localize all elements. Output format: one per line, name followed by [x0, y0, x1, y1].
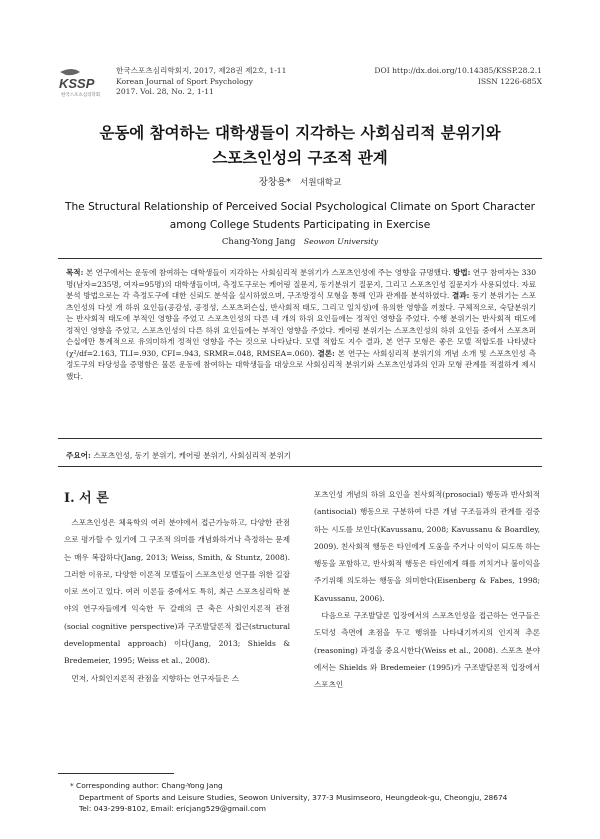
footnote: [70, 780, 507, 815]
author-ko: [0, 174, 600, 188]
author-en: [0, 237, 600, 247]
keywords-bottom-rule: [58, 466, 542, 467]
logo-subtext: 한국스포츠심리학회: [61, 93, 100, 98]
abstract-conclusion-label: 결론:: [317, 348, 335, 358]
abstract-method: 연구 참여자는 330명(남자=235명, 여자=95명)의 대학생들이며, 측정도구로는 케어링 질문지, 동기분위기 질문지, 그리고 스포츠인성 질문지가 사용되었다. 자료 분석 방법으로는 각 측정도구에 대한 신뢰도 분석을 실시하였으며, 구조방정식 모형을 통해 인과 관계를 분석하였다.: [66, 268, 536, 300]
paper-title-en: [60, 198, 540, 234]
journal-logo: [58, 66, 100, 100]
keywords: [66, 450, 536, 461]
keywords-top-rule: [58, 438, 542, 439]
paragraph: 포츠인성 개념의 하위 요인을 친사회적(prosocial) 행동과 반사회적(antisocial) 행동으로 구분하여 다른 개념 구조들과의 관계를 검증하는 시도를 보인다(Kavussanu, 2008; Kavussanu & Boardley, 2009). 친사회적 행동은 타인에게 도움을 주거나 이익이 되도록 하는 행동을 포함하고, 반사회적 행동은 타인에게 해를 끼치거나 불이익을 주기위해 의도하는 행동을 의미한다(Eisenberg & Fabes, 1998; Kavussanu, 2006).: [314, 490, 540, 603]
issn: ISSN 1226-685X: [477, 76, 542, 86]
abstract-result: 동기 분위기는 스포츠인성의 다섯 개 하위 요인들(공감성, 공정성, 스포츠퍼슨십, 반사회적 태도, 그리고 일치성)에 유의한 영향을 끼쳤다. 구체적으로, 숙달분위기는 반사회적 태도에 부적인 영향을 주었고 스포츠인성의 다른 네 개의 하위 요인들에는 정적인 영향을 주었다. 수행 분위기는 반사회적 태도에 정적인 영향을 주었고, 스포츠인성의 다른 하위 요인들에는 부적인 영향을 주었다. 케어링 분위기는 스포츠인성의 하위 요인들 중에서 스포츠퍼슨십에만 통계적으로 유의미하게 정적인 영향을 주는 것으로 나타났다. 모델 적합도 지수 결과, 본 연구 모형은 좋은 모델 적합도를 나타냈다(χ²/df=2.163, TLI=.930, CFI=.943, SRMR=.048, RMSEA=.060).: [66, 291, 536, 358]
doi: DOI http://dx.doi.org/10.14385/KSSP.28.2.1: [374, 66, 542, 75]
journal-volume: 2017. Vol. 28, No. 2, 1-11: [116, 87, 214, 96]
paragraph: 스포츠인성은 체육학의 여러 분야에서 접근가능하고, 다양한 관점으로 평가할 수 있기에 그 구조적 의미를 개념화하거나 측정하는 문제는 매우 복잡하다(Jang, 2013; Weiss, Smith, & Stuntz, 2008). 그러한 이유로, 다양한 이론적 모델들이 스포츠인성 연구를 위한 길잡이로 쓰이고 있다. 여러 이론들 중에서도 특히, 최근 스포츠심리학 분야의 연구자들에게 익숙한 두 갈래의 큰 축은 사회인지론적 관점(social cognitive perspective)과 구조발달론적 접근(structural developmental approach) 이다(Jang, 2013; Shields & Bredemeier, 1995; Weiss et al., 2008).: [64, 518, 290, 666]
journal-name-en: Korean Journal of Sport Psychology: [116, 76, 253, 86]
affiliation-en: Seowon University: [303, 237, 379, 246]
paragraph: 먼저, 사회인지론적 관점을 지향하는 연구자들은 스: [71, 673, 240, 683]
keywords-list: 스포츠인성, 동기 분위기, 케어링 분위기, 사회심리적 분위기: [90, 451, 292, 460]
paper-title-ko: [0, 121, 600, 171]
abstract-result-label: 결과:: [452, 291, 470, 300]
affiliation-ko: 서원대학교: [299, 178, 342, 188]
author-name-ko: 장창용*: [258, 177, 291, 188]
author-name-en: Chang-Yong Jang: [221, 237, 296, 247]
title-en-line2: among College Students Participating in Exercise: [169, 219, 431, 231]
title-ko-line1: 운동에 참여하는 대학생들이 지각하는 사회심리적 분위기와: [99, 124, 501, 142]
title-ko-line2: 스포츠인성의 구조적 관계: [212, 149, 388, 167]
footnote-address: Department of Sports and Leisure Studies, Seowon University, 377-3 Musimseoro, Heungdeok-gu, Cheongju, 28674: [79, 792, 508, 802]
journal-header: [116, 66, 286, 98]
footnote-rule: [58, 773, 174, 774]
abstract-conclusion: 본 연구는 사회심리적 분위기의 개념 소개 및 스포츠인성 측정도구의 타당성을 증명함은 물론 운동에 참여하는 대학생들을 대상으로 사회심리적 분위기와 스포츠인성과의 인과 모형 관계를 적절하게 제시했다.: [66, 348, 537, 381]
body-column-left: [64, 514, 290, 687]
keywords-label: 주요어:: [66, 451, 91, 460]
abstract-top-rule: [58, 258, 542, 259]
abstract: [66, 267, 536, 382]
abstract-method-label: 방법:: [453, 268, 471, 277]
section-title-introduction: I. 서 론: [64, 491, 109, 506]
paragraph: 다음으로 구조발달론 입장에서의 스포츠인성을 접근하는 연구들은 도덕성 측면에 초점을 두고 행위를 나타내기까지의 인지적 추론(reasoning) 과정을 중요시한다(Weiss et al., 2008). 스포츠 분야에서는 Shields 와 Bredemeier (1995)가 구조발달론적 입장에서 스포츠인: [314, 611, 540, 690]
logo-text: KSSP: [59, 76, 95, 91]
title-en-line1: The Structural Relationship of Perceived Social Psychological Climate on Sport Character: [65, 201, 535, 213]
journal-name-ko: 한국스포츠심리학회지, 2017, 제28권 제2호, 1-11: [116, 66, 287, 75]
doi-block: [374, 66, 542, 87]
abstract-purpose: 본 연구에서는 운동에 참여하는 대학생들이 지각하는 사회심리적 분위기가 스포츠인성에 주는 영향을 규명했다.: [83, 268, 454, 277]
footnote-corresponding-author: * Corresponding author: Chang-Yong Jang: [70, 781, 223, 790]
abstract-purpose-label: 목적:: [66, 268, 84, 277]
footnote-contact: Tel: 043-299-8102, Email: ericjang529@gmail.com: [79, 804, 266, 814]
body-column-right: [314, 486, 540, 694]
